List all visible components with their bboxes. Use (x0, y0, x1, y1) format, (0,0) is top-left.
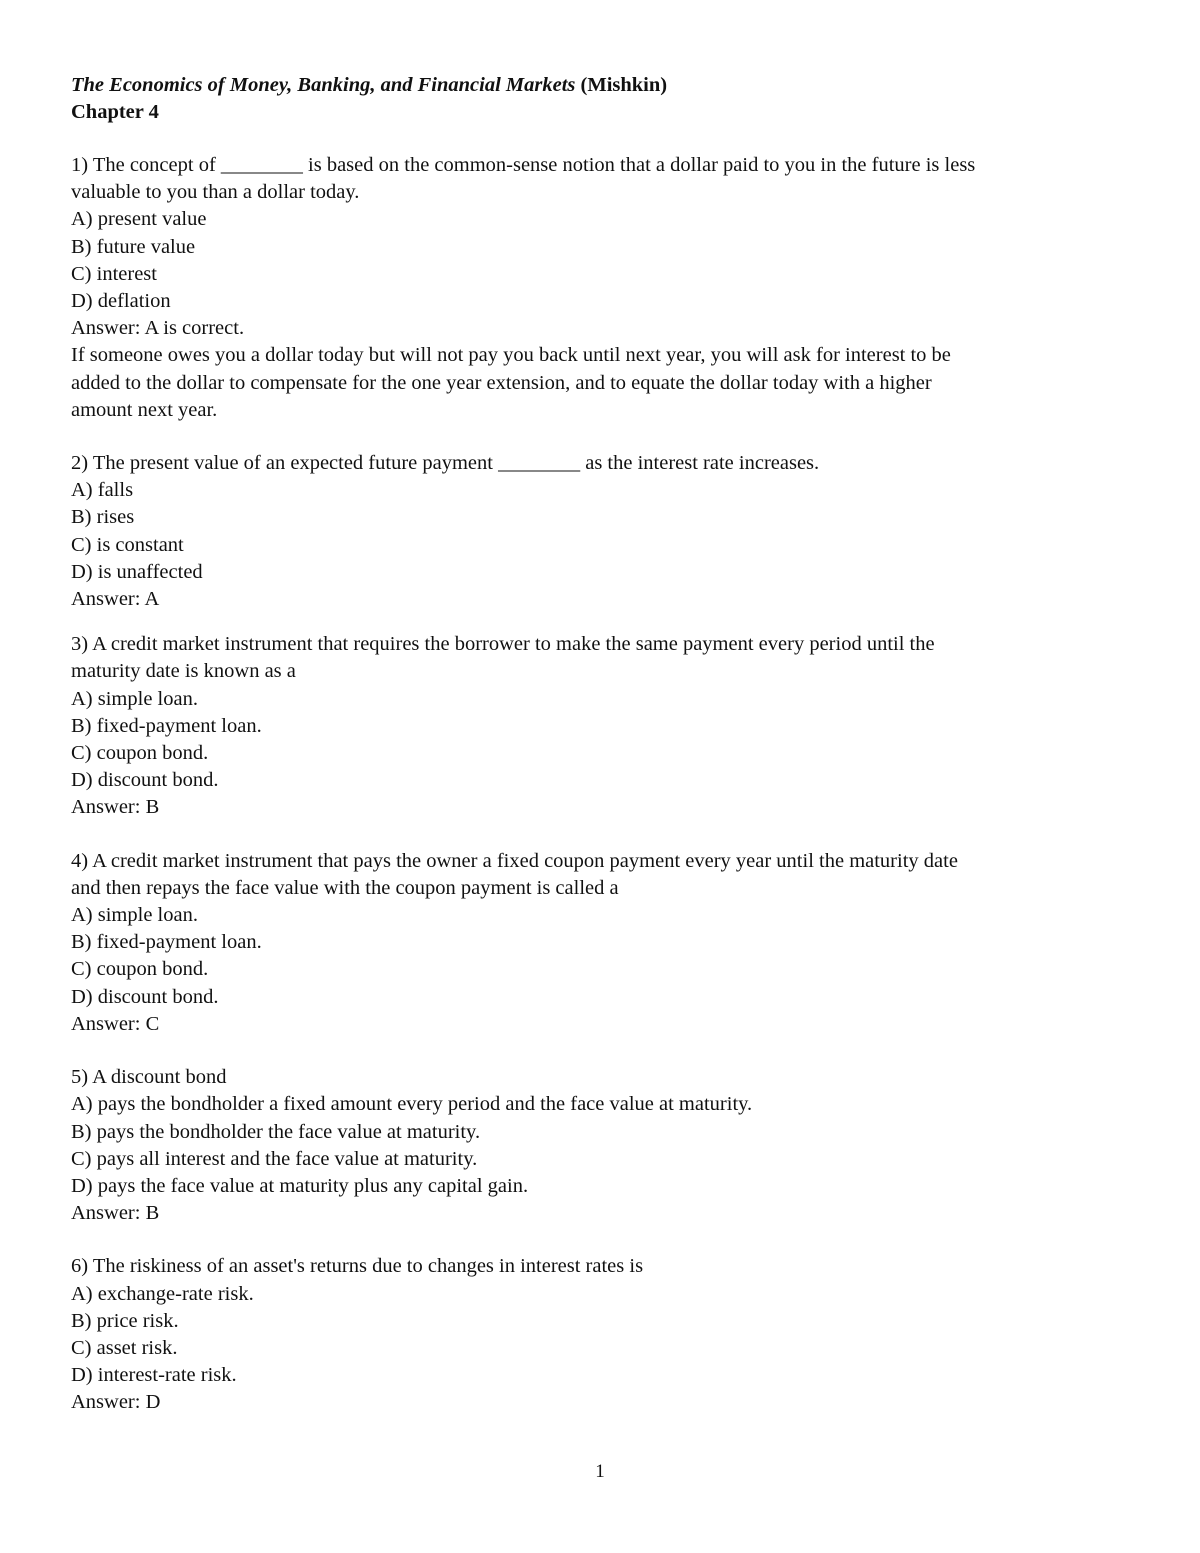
question-stem-line: valuable to you than a dollar today. (71, 181, 360, 204)
answer-key: Answer: B (71, 796, 160, 819)
document-title (71, 72, 1131, 99)
question-stem-line: 3) A credit market instrument that requires the borrower to make the same payment every period until the (71, 633, 935, 656)
question-list (71, 152, 1131, 1417)
answer-option: C) coupon bond. (71, 958, 209, 981)
answer-option: B) future value (71, 235, 196, 258)
answer-option: D) discount bond. (71, 985, 219, 1008)
answer-option: C) coupon bond. (71, 742, 209, 765)
answer-explanation-line: added to the dollar to compensate for the one year extension, and to equate the dollar today with a higher (71, 371, 932, 394)
answer-option: D) is unaffected (71, 560, 203, 583)
answer-option: A) falls (71, 479, 134, 502)
page-number: 1 (595, 1461, 605, 1482)
question-stem-line: 5) A discount bond (71, 1066, 227, 1089)
answer-option: D) discount bond. (71, 769, 219, 792)
answer-key: Answer: C (71, 1012, 160, 1035)
answer-explanation-line: If someone owes you a dollar today but will not pay you back until next year, you will ask for interest to be (71, 344, 951, 367)
answer-option: C) pays all interest and the face value at maturity. (71, 1147, 478, 1170)
answer-option: B) fixed-payment loan. (71, 714, 262, 737)
answer-key: Answer: A (71, 588, 160, 611)
question-stem-line: 6) The riskiness of an asset's returns due to changes in interest rates is (71, 1255, 644, 1278)
answer-option: A) simple loan. (71, 687, 198, 710)
chapter-heading: Chapter 4 (71, 101, 159, 123)
question-1 (71, 152, 1131, 424)
book-title: The Economics of Money, Banking, and Financial Markets (71, 74, 576, 96)
answer-option: B) price risk. (71, 1309, 179, 1332)
author-name: (Mishkin) (580, 74, 668, 96)
document-page (71, 72, 1131, 1443)
question-stem-line: 2) The present value of an expected future payment ________ as the interest rate increases. (71, 452, 820, 475)
answer-option: C) asset risk. (71, 1336, 178, 1359)
question-4 (71, 848, 1131, 1038)
answer-option: D) interest-rate risk. (71, 1364, 237, 1387)
question-3 (71, 631, 1131, 821)
answer-key: Answer: A is correct. (71, 317, 245, 340)
answer-explanation-line: amount next year. (71, 398, 218, 421)
answer-option: B) pays the bondholder the face value at maturity. (71, 1120, 481, 1143)
answer-option: A) present value (71, 208, 207, 231)
answer-option: A) simple loan. (71, 904, 198, 927)
answer-option: D) pays the face value at maturity plus any capital gain. (71, 1174, 529, 1197)
question-stem-line: 4) A credit market instrument that pays the owner a fixed coupon payment every year until the maturity date (71, 849, 958, 872)
question-6 (71, 1253, 1131, 1416)
answer-option: A) pays the bondholder a fixed amount every period and the face value at maturity. (71, 1093, 753, 1116)
question-stem-line: maturity date is known as a (71, 660, 296, 683)
answer-option: D) deflation (71, 290, 171, 313)
answer-key: Answer: D (71, 1391, 161, 1414)
question-5 (71, 1064, 1131, 1227)
answer-option: A) exchange-rate risk. (71, 1282, 254, 1305)
answer-key: Answer: B (71, 1202, 160, 1225)
question-2 (71, 450, 1131, 613)
question-stem-line: 1) The concept of ________ is based on the common-sense notion that a dollar paid to you in the future is less (71, 154, 976, 176)
answer-option: C) interest (71, 262, 157, 285)
answer-option: B) rises (71, 506, 135, 529)
question-stem-line: and then repays the face value with the coupon payment is called a (71, 876, 619, 899)
answer-option: B) fixed-payment loan. (71, 931, 262, 954)
answer-option: C) is constant (71, 533, 184, 556)
